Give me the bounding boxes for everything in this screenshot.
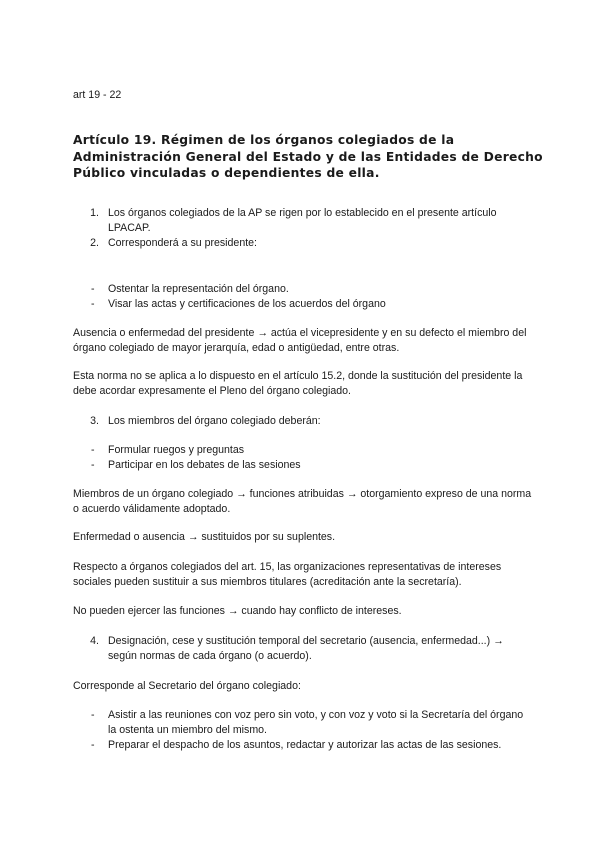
list-number: 3.	[90, 415, 99, 427]
paragraph-miembros: Miembros de un órgano colegiado → funciones atribuidas → otorgamiento expreso de una norma o acuerdo válidamente adoptado.	[73, 488, 532, 515]
list-item-text: Corresponderá a su presidente:	[108, 237, 257, 249]
bullet-text: Ostentar la representación del órgano.	[108, 283, 289, 295]
list-item	[73, 236, 533, 251]
list-item	[73, 414, 533, 429]
list-item-text: Los miembros del órgano colegiado deberán:	[108, 415, 321, 427]
bullet-dash: -	[91, 298, 95, 310]
bullet-dash: -	[91, 739, 95, 751]
bullet-dash: -	[91, 283, 95, 295]
bullet-item	[73, 443, 533, 458]
paragraph-no-pueden: No pueden ejercer las funciones → cuando hay conflicto de intereses.	[73, 605, 402, 617]
list-item	[73, 634, 533, 664]
bullet-dash: -	[91, 459, 95, 471]
bullet-item	[73, 297, 533, 312]
list-number: 1.	[90, 207, 99, 219]
paragraph-ausencia: Ausencia o enfermedad del presidente → actúa el vicepresidente y en su defecto el miembro del órgano colegiado de mayor jerarquía, edad o antigüedad, entre otras.	[73, 327, 527, 354]
bullet-item	[73, 708, 533, 738]
bullet-item	[73, 458, 533, 473]
list-item	[73, 206, 533, 236]
paragraph-enfermedad: Enfermedad o ausencia → sustituidos por su suplentes.	[73, 531, 336, 543]
header-reference: art 19 - 22	[73, 89, 122, 101]
bullet-text: Preparar el despacho de los asuntos, redactar y autorizar las actas de las sesiones.	[108, 739, 502, 751]
list-item-text: Los órganos colegiados de la AP se rigen por lo establecido en el presente artículo LPACAP.	[108, 207, 497, 234]
paragraph-corresponde: Corresponde al Secretario del órgano colegiado:	[73, 680, 301, 692]
paragraph-respecto: Respecto a órganos colegiados del art. 15, las organizaciones representativas de intereses sociales pueden sustituir a sus miembros titulares (acreditación ante la secretaría).	[73, 561, 502, 588]
bullet-dash: -	[91, 444, 95, 456]
bullet-text: Formular ruegos y preguntas	[108, 444, 245, 456]
bullet-dash: -	[91, 709, 95, 721]
bullet-item	[73, 282, 533, 297]
paragraph-norma: Esta norma no se aplica a lo dispuesto en el artículo 15.2, donde la sustitución del presidente la debe acordar expresamente el Pleno del órgano colegiado.	[73, 370, 523, 397]
article-heading: Artículo 19. Régimen de los órganos colegiados de la Administración General del Estado y de las Entidades de Derecho Público vinculadas o dependientes de ella.	[73, 133, 543, 180]
bullet-item	[73, 738, 533, 753]
list-number: 2.	[90, 237, 99, 249]
list-item-text: Designación, cese y sustitución temporal del secretario (ausencia, enfermedad...) → según normas de cada órgano (o acuerdo).	[108, 635, 504, 662]
bullet-text: Participar en los debates de las sesiones	[108, 459, 301, 471]
bullet-text: Visar las actas y certificaciones de los acuerdos del órgano	[108, 298, 386, 310]
list-number: 4.	[90, 635, 99, 647]
bullet-text: Asistir a las reuniones con voz pero sin voto, y con voz y voto si la Secretaría del órgano la ostenta un miembro del mismo.	[108, 709, 524, 736]
